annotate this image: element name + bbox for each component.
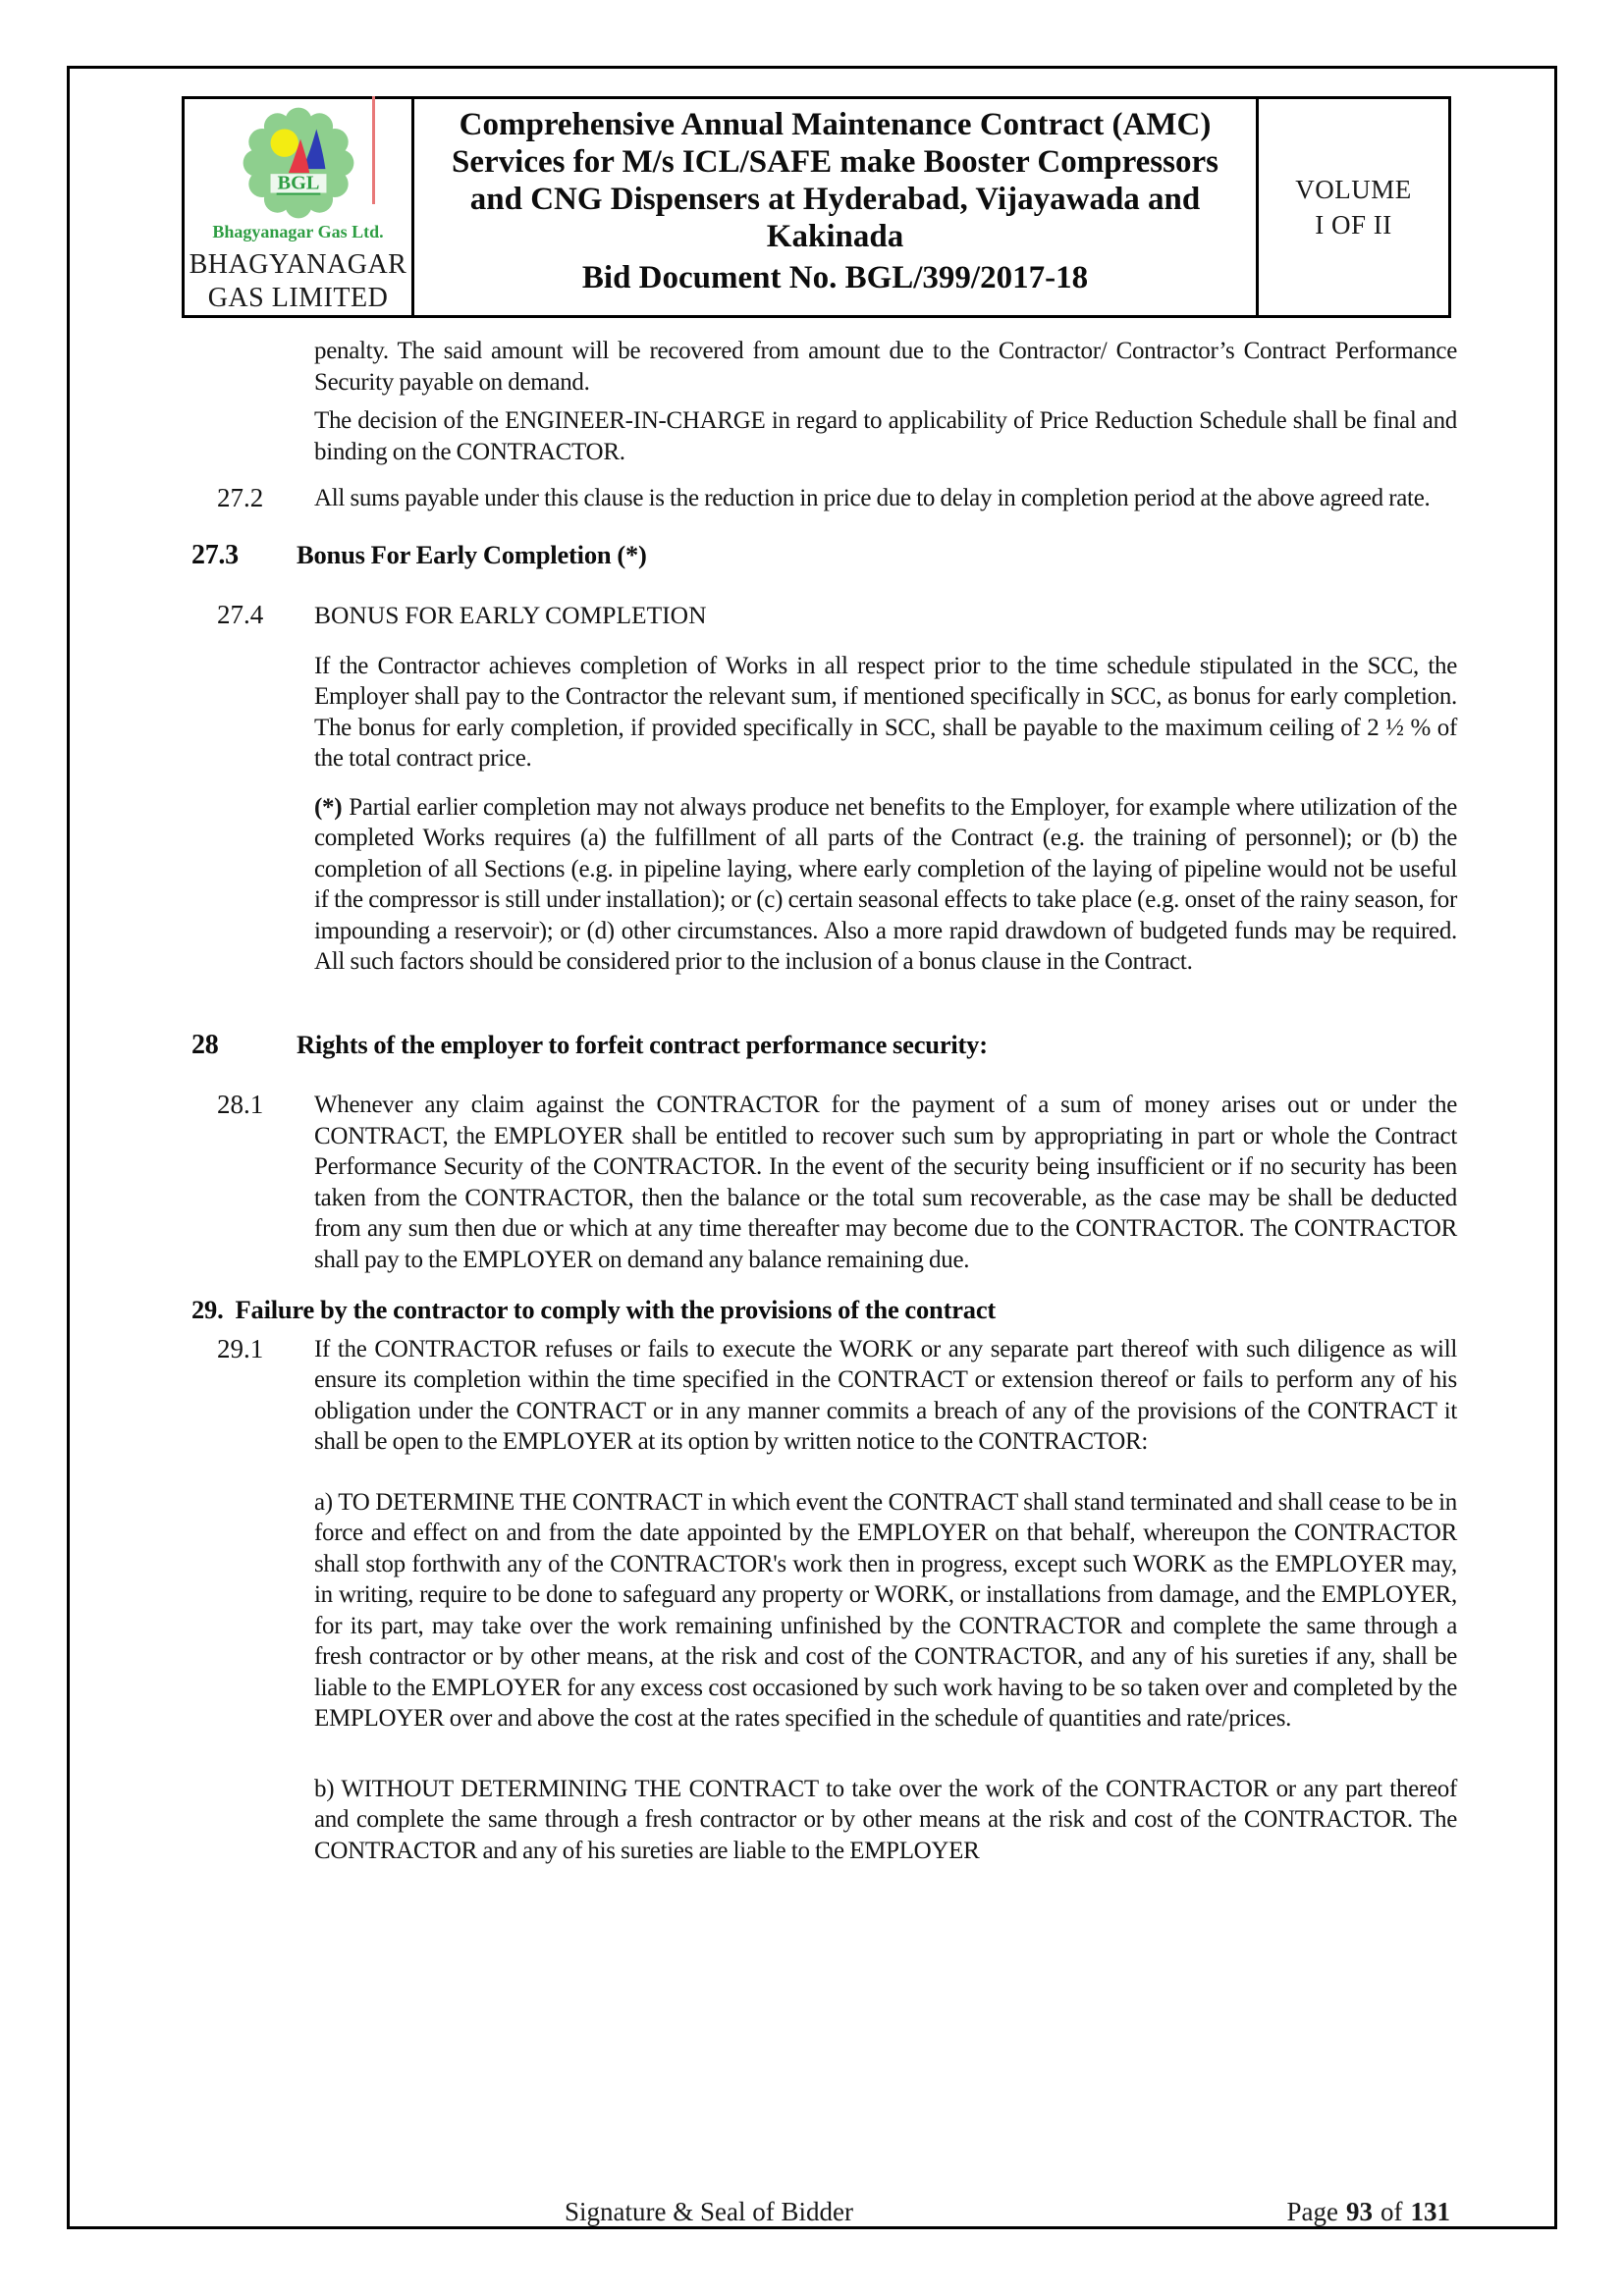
volume-cell [1256,99,1448,315]
document-title-line2: Services for M/s ICL/SAFE make Booster Compressors [452,144,1218,180]
clause-27-2 [217,483,1457,514]
header-table [182,96,1451,318]
clause-27-4-heading [217,600,1457,631]
clause-text-29-1: If the CONTRACTOR refuses or fails to execute the WORK or any separate part thereof with such diligence as will ensure its completion within the time specified in the CONTRACT or extension thereof or fails to perform any of his obligation under the CONTRACT or in any manner commits a breach of any of the provisions of the CONTRACT it shall be open to the EMPLOYER at its option by written notice to the CONTRACTOR: [314,1335,1457,1455]
page-number: 93 [1346,2197,1373,2226]
clause-number-29: 29. [191,1295,224,1324]
title-cell [411,99,1256,315]
clause-29-1 [217,1334,1457,1458]
clause-number-29-1: 29.1 [217,1333,264,1363]
clause-title-28: Rights of the employer to forfeit contract performance security: [297,1029,988,1059]
company-name [185,248,411,315]
clause-text-27-2: All sums payable under this clause is the reduction in price due to delay in completion period at the above agreed rate. [314,485,1431,511]
clause-29-heading [191,1295,1457,1326]
company-logo-icon [237,105,360,221]
clause-27-3-heading [191,540,1457,571]
volume-value: I OF II [1315,210,1392,240]
clause-text-27-4: If the Contractor achieves completion of Works in all respect prior to the time schedule stipulated in the SCC, the Employer shall pay to the Contractor the relevant sum, if mentioned specifically in SCC, as bonus for early completion. The bonus for early completion, if provided specifically in SCC, shall be payable to the maximum ceiling of 2 ½ % of the total contract price. [314,652,1457,772]
paragraph-penalty: penalty. The said amount will be recovered from amount due to the Contractor/ Contractor’s Contract Performance Security payable on demand. [314,338,1457,396]
volume-label: VOLUME [1295,175,1412,204]
clause-number-27-3: 27.3 [191,539,239,570]
logo-caption: Bhagyanagar Gas Ltd. [212,222,384,241]
page-indicator [1287,2197,1450,2227]
clause-title-29: Failure by the contractor to comply with the provisions of the contract [235,1295,997,1324]
paragraph-decision: The decision of the ENGINEER-IN-CHARGE in regard to applicability of Price Reduction Schedule shall be final and binding on the CONTRACTOR. [314,407,1457,465]
clause-title-27-4: BONUS FOR EARLY COMPLETION [314,601,707,629]
of-word: of [1380,2197,1403,2226]
paragraph-asterisk [314,792,1457,978]
clause-28-1 [217,1090,1457,1275]
signature-label: Signature & Seal of Bidder [565,2197,853,2226]
logo-sun-icon [270,129,298,156]
clause-number-27-4: 27.4 [217,600,264,629]
asterisk-text: Partial earlier completion may not always produce net benefits to the Employer, for example where utilization of the completed Works requires (a) the fulfillment of all parts of the Contract (e.g. the training of personnel); or (b) the completion of all Sections (e.g. in pipeline laying, where early completion of the laying of pipeline would not be useful if the compressor is still under installation); or (c) certain seasonal effects to take place (e.g. onset of the rainy season, for impounding a reservoir); or (d) other circumstances. Also a more rapid drawdown of budgeted funds may be required. All such factors should be considered prior to the inclusion of a bonus clause in the Contract. [314,793,1457,975]
clause-text-28-1: Whenever any claim against the CONTRACTOR for the payment of a sum of money arises out or under the CONTRACT, the EMPLOYER shall be entitled to recover such sum by appropriating in part or whole the Contract Performance Security of the CONTRACTOR. In the event of the security being insufficient or if no security has been taken from the CONTRACTOR, then the balance or the total sum recoverable, as the case may be shall be deducted from any sum then due or which at any time thereafter may become due to the CONTRACTOR. The CONTRACTOR shall pay to the EMPLOYER on demand any balance remaining due. [314,1092,1457,1273]
logo-cell [185,99,411,315]
logo-acronym: BGL [277,172,319,194]
company-name-line2: GAS LIMITED [207,283,389,313]
document-body [0,336,1457,1866]
document-title-line1: Comprehensive Annual Maintenance Contract (AMC) [459,107,1212,142]
clause-number-28: 28 [191,1029,219,1060]
page-word: Page [1286,2197,1338,2226]
company-name-line1: BHAGYANAGAR [189,249,407,280]
clause-number-28-1: 28.1 [217,1090,264,1119]
clause-title-27-3: Bonus For Early Completion (*) [297,539,647,569]
paragraph-b: b) WITHOUT DETERMINING THE CONTRACT to take over the work of the CONTRACTOR or any part thereof and complete the same through a fresh contractor or by other means at the risk and cost of the CONTRACTOR. The CONTRACTOR and any of his sureties are liable to the EMPLOYER [314,1775,1457,1864]
scan-artifact-red-line [372,96,375,204]
clause-28-heading [191,1030,1457,1061]
asterisk-marker: (*) [314,793,343,821]
bid-document-number: Bid Document No. BGL/399/2017-18 [581,260,1089,295]
total-pages: 131 [1410,2197,1450,2226]
document-title-line3: and CNG Dispensers at Hyderabad, Vijayawada and [469,182,1201,217]
clause-number-27-2: 27.2 [217,483,264,512]
document-title-line4: Kakinada [766,219,904,254]
paragraph-a: a) TO DETERMINE THE CONTRACT in which event the CONTRACT shall stand terminated and shall cease to be in force and effect on and from the date appointed by the EMPLOYER on that behalf, whereupon the CONTRACTOR shall stop forthwith any of the CONTRACTOR's work then in progress, except such WORK as the EMPLOYER may, in writing, require to be done to safeguard any property or WORK, or installations from damage, and the EMPLOYER, for its part, may take over the work remaining unfinished by the CONTRACTOR and complete the same through a fresh contractor or by other means, at the risk and cost of the CONTRACTOR, and any of his sureties if any, shall be liable to the EMPLOYER for any excess cost occasioned by such work having to be so taken over and completed by the EMPLOYER over and above the cost at the rates specified in the schedule of quantities and rate/prices. [314,1488,1457,1732]
